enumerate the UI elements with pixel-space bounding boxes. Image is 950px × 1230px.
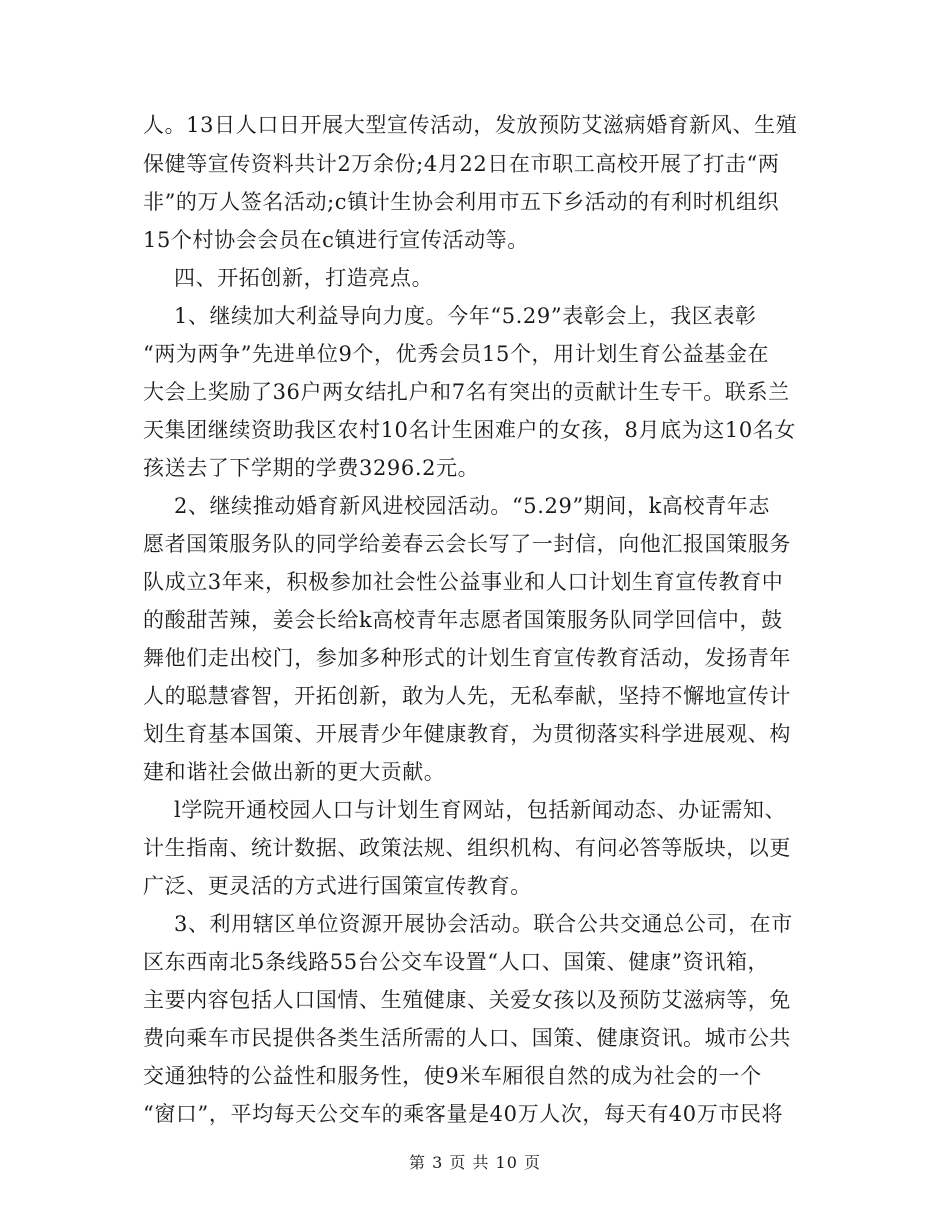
text-line: 建和谐社会做出新的更大贡献。 <box>143 760 446 784</box>
text-line: 保健等宣传资料共计2万余份;4月22日在市职工高校开展了打击“两 <box>143 152 780 176</box>
text-line: 天集团继续资助我区农村10名计生困难户的女孩，8月底为这10名女 <box>143 418 797 442</box>
text-line: “窗口”，平均每天公交车的乘客量是40万人次，每天有40万市民将 <box>143 1102 784 1126</box>
text-line: 的酸甜苦辣，姜会长给k高校青年志愿者国策服务队同学回信中，鼓 <box>143 608 783 632</box>
text-line: 孩送去了下学期的学费3296.2元。 <box>143 456 480 480</box>
text-line: 队成立3年来，积极参加社会性公益事业和人口计划生育宣传教育中 <box>143 570 784 594</box>
text-line: 交通独特的公益性和服务性，使9米车厢很自然的成为社会的一个 <box>143 1064 762 1088</box>
text-line: 2、继续推动婚育新风进校园活动。“5.29”期间，k高校青年志 <box>174 494 770 518</box>
text-line: l学院开通校园人口与计划生育网站，包括新闻动态、办证需知、 <box>174 798 787 822</box>
text-line: 人的聪慧睿智，开拓创新，敢为人先，无私奉献，坚持不懈地宣传计 <box>143 684 791 708</box>
text-line: 广泛、更灵活的方式进行国策宣传教育。 <box>143 874 532 898</box>
text-line: 1、继续加大利益导向力度。今年“5.29”表彰会上，我区表彰 <box>174 304 757 328</box>
text-line: 区东西南北5条线路55台公交车设置“人口、国策、健康”资讯箱， <box>143 950 770 974</box>
text-line: 舞他们走出校门，参加多种形式的计划生育宣传教育活动，发扬青年 <box>143 646 791 670</box>
text-line: 非”的万人签名活动;c镇计生协会利用市五下乡活动的有利时机组织 <box>143 190 780 214</box>
text-line: “两为两争”先进单位9个，优秀会员15个，用计划生育公益基金在 <box>143 342 770 366</box>
text-line: 愿者国策服务队的同学给姜春云会长写了一封信，向他汇报国策服务 <box>143 532 791 556</box>
text-line: 费向乘车市民提供各类生活所需的人口、国策、健康资讯。城市公共 <box>143 1026 791 1050</box>
section-heading: 四、开拓创新，打造亮点。 <box>174 266 434 290</box>
text-line: 计生指南、统计数据、政策法规、组织机构、有问必答等版块，以更 <box>143 836 791 860</box>
text-line: 大会上奖励了36户两女结扎户和7名有突出的贡献计生专干。联系兰 <box>143 380 790 404</box>
page-number-footer: 第 3 页 共 10 页 <box>409 1153 541 1172</box>
text-line: 15个村协会会员在c镇进行宣传活动等。 <box>143 228 529 252</box>
text-line: 3、利用辖区单位资源开展协会活动。联合公共交通总公司，在市 <box>174 912 793 936</box>
text-line: 人。13日人口日开展大型宣传活动，发放预防艾滋病婚育新风、生殖 <box>143 113 798 137</box>
text-line: 划生育基本国策、开展青少年健康教育，为贯彻落实科学进展观、构 <box>143 722 791 746</box>
text-line: 主要内容包括人口国情、生殖健康、关爱女孩以及预防艾滋病等，免 <box>143 988 791 1012</box>
